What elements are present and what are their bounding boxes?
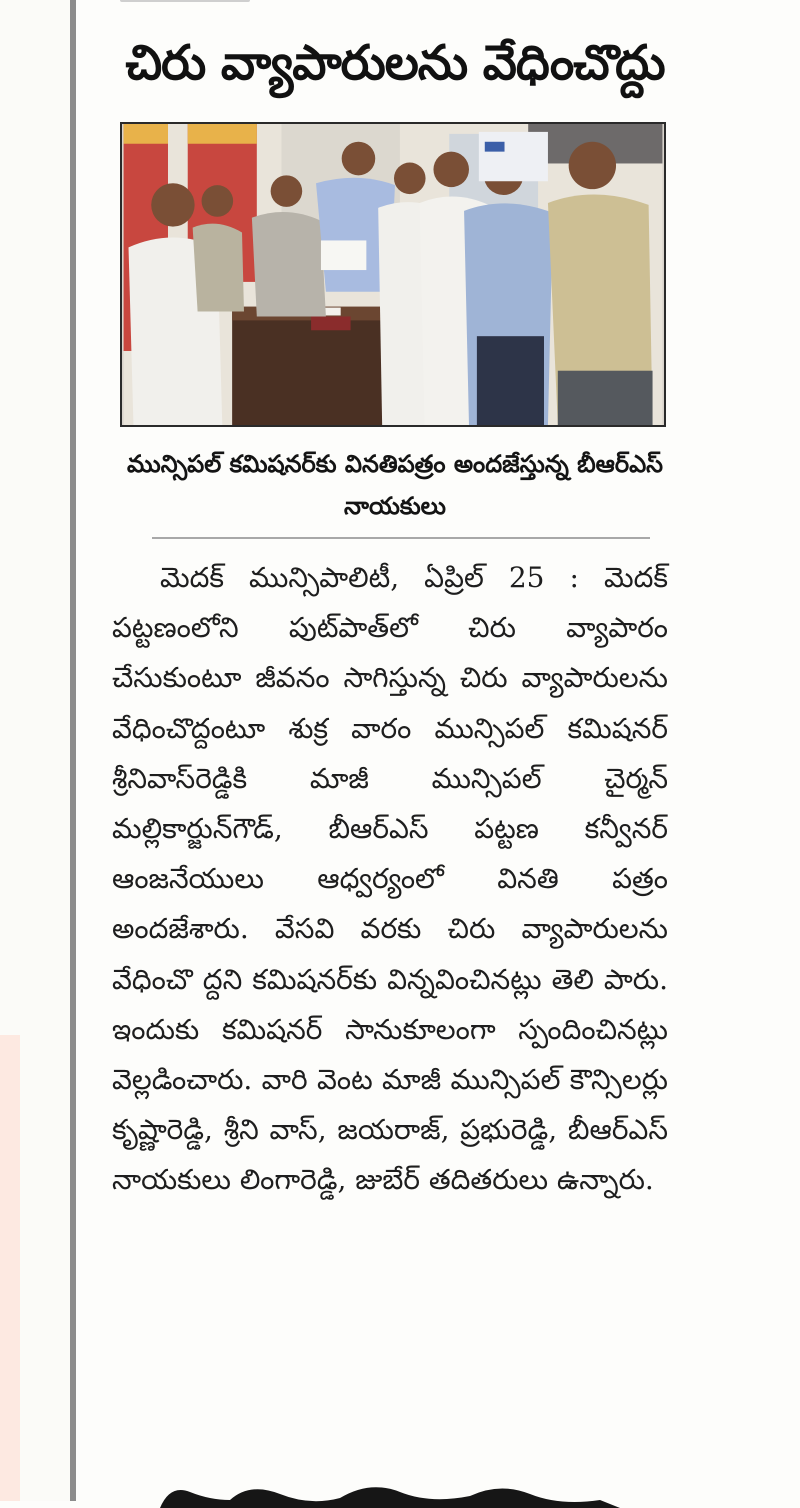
article-headline: చిరు వ్యాపారులను వేధించొద్దు (125, 35, 665, 91)
article-photo (120, 122, 666, 427)
news-article (110, 30, 680, 1206)
column-divider (70, 0, 76, 1501)
next-article-headline-cropped (150, 1478, 630, 1508)
caption-divider (152, 537, 650, 539)
article-body: మెదక్ మున్సిపాలిటీ, ఏప్రిల్ 25 : మెదక్ పట్టణంలోని పుట్‌పాత్‌లో చిరు వ్యాపారం చేసుకుంటూ జీవనం సాగిస్తున్న చిరు వ్యాపారులను వేధించొద్దంటూ శుక్ర వారం మున్సిపల్ కమిషనర్ శ్రీనివాస్‌రెడ్డికి మాజీ మున్సిపల్ చైర్మన్ మల్లికార్జున్‌గౌడ్, బీఆర్‌ఎస్ పట్టణ కన్వీనర్ ఆంజనేయులు ఆధ్వర్యంలో వినతి పత్రం అందజేశారు. వేసవి వరకు చిరు వ్యాపారులను వేధించొ ద్దని కమిషనర్‌కు విన్నవించినట్లు తెలి పారు. ఇందుకు కమిషనర్ సానుకూలంగా స్పందించినట్లు వెల్లడించారు. వారి వెంట మాజీ మున్సిపల్ కౌన్సిలర్లు కృష్ణారెడ్డి, శ్రీని వాస్, జయరాజ్, ప్రభురెడ్డి, బీఆర్‌ఎస్ నాయకులు లింగారెడ్డి, జుబేర్ తదితరులు ఉన్నారు. (112, 561, 668, 1197)
group-photo-icon (124, 124, 663, 425)
photo-caption: మున్సిపల్ కమిషనర్‌కు వినతిపత్రం అందజేస్తున్న బీఆర్‌ఎస్ నాయకులు (127, 450, 663, 520)
adjacent-column-tint (0, 1035, 20, 1501)
cropped-text-fragment (120, 0, 250, 2)
